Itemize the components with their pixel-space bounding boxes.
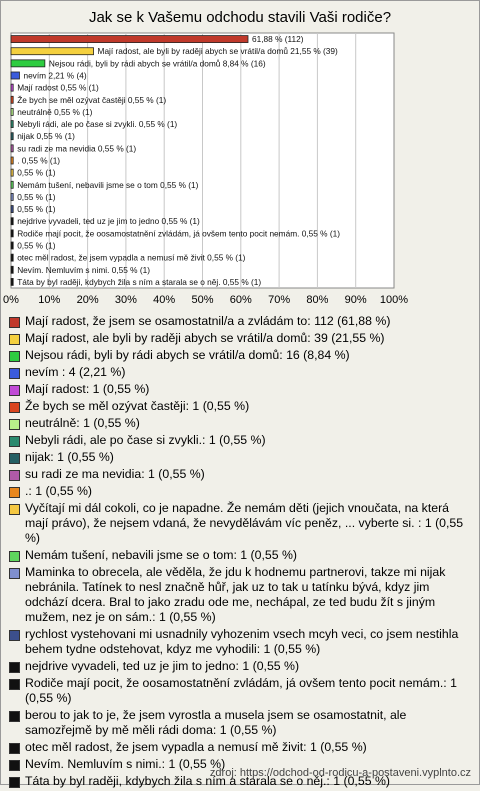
chart-title: Jak se k Vašemu odchodu stavili Vaši rodiče? (88, 9, 392, 26)
bar-label: 0,55 % (1) (17, 191, 56, 202)
bar (11, 60, 45, 67)
legend-label: berou to jak to je, že jsem vyrostla a musela jsem se osamostatnit, ale samozřejmě by mě měli rádi doma: 1 (0,55 %) (25, 708, 407, 737)
legend-swatch (9, 662, 20, 673)
legend-label: Nejsou rádi, byli by rádi abych se vrátil/a domů: 16 (8,84 %) (25, 348, 350, 362)
bar-label: 0,55 % (1) (17, 204, 56, 215)
bar-label: Mají radost, ale byli by raději abych se vrátil/a domů 21,55 % (39) (97, 46, 338, 57)
x-tick-label: 100% (379, 294, 409, 306)
legend-label: Vyčítají mi dál cokoli, co je napadne. Že nemám děti (jejich vnoučata, na která mají právo), že nejsem vdaná, že nevydělávám víc peněz, ... vyberte si. : 1 (0,55 %) (25, 501, 464, 545)
bar-label: . 0,55 % (1) (17, 155, 61, 166)
legend-label: rychlost vystehovani mi usnadnily vyhozenim vsech mcyh veci, co jsem nestihla behem tydne odstehovat, kdyz me vyhodili: 1 (0,55 %) (25, 627, 459, 656)
bar-label: Nevím. Nemluvím s nimi. 0,55 % (1) (17, 264, 150, 275)
x-tick-label: 10% (38, 294, 61, 306)
legend-label: otec měl radost, že jsem vypadla a nemusí mě živit: 1 (0,55 %) (25, 740, 367, 754)
legend-swatch (9, 351, 20, 362)
bar (11, 193, 13, 200)
x-tick-label: 20% (76, 294, 99, 306)
legend-label: su radi ze ma nevidia: 1 (0,55 %) (25, 467, 205, 481)
bar-label: 0,55 % (1) (17, 240, 56, 251)
bar (11, 84, 13, 91)
bar (11, 133, 13, 140)
legend-label: Nemám tušení, nebavili jsme se o tom: 1 (0,55 %) (25, 548, 298, 562)
bar (11, 96, 13, 103)
legend-label: Rodiče mají pocit, že oosamostatnění zvládám, já ovšem tento pocit nemám.: 1 (0,55 %) (25, 676, 457, 705)
legend-item (9, 433, 471, 448)
bar (11, 218, 13, 225)
x-tick-label: 70% (268, 294, 291, 306)
legend-item (9, 467, 471, 482)
bar-label: Že bych se měl ozývat častěji 0,55 % (1) (17, 94, 167, 105)
legend-item (9, 676, 471, 706)
x-tick-label: 60% (229, 294, 252, 306)
bar-label: Rodiče mají pocit, že oosamostatnění zvládám, já ovšem tento pocit nemám. 0,55 % (1) (17, 228, 341, 239)
x-tick-label: 40% (153, 294, 176, 306)
legend-label: nevím : 4 (2,21 %) (25, 365, 126, 379)
legend-swatch (9, 679, 20, 690)
legend-item (9, 450, 471, 465)
x-tick-label: 30% (114, 294, 137, 306)
legend-swatch (9, 368, 20, 379)
bar (11, 242, 13, 249)
legend-item (9, 740, 471, 755)
legend-item (9, 382, 471, 397)
legend-item (9, 659, 471, 674)
legend-swatch (9, 487, 20, 498)
bar-label: Nebyli rádi, ale po čase si zvykli. 0,55 % (1) (17, 119, 178, 130)
bar-label: neutrálně 0,55 % (1) (17, 106, 93, 117)
legend-label: neutrálně: 1 (0,55 %) (25, 416, 140, 430)
legend-label: Nebyli rádi, ale po čase si zvykli.: 1 (0,55 %) (25, 433, 266, 447)
legend-item (9, 348, 471, 363)
bar-label: nejdrive vyvadeli, ted uz je jim to jedno 0,55 % (1) (17, 216, 200, 227)
bar (11, 72, 19, 79)
bar (11, 36, 248, 43)
bar-plot (0, 0, 480, 310)
legend-swatch (9, 334, 20, 345)
legend-swatch (9, 568, 20, 579)
bar (11, 278, 13, 285)
bar-label: 0,55 % (1) (17, 167, 56, 178)
legend-swatch (9, 551, 20, 562)
bar (11, 206, 13, 213)
bar-label: Táta by byl raději, kdybych žila s ním a starala se o něj. 0,55 % (1) (17, 276, 262, 287)
bar (11, 169, 13, 176)
legend-swatch (9, 419, 20, 430)
legend-swatch (9, 630, 20, 641)
legend-label: Mají radost: 1 (0,55 %) (25, 382, 150, 396)
bar (11, 121, 13, 128)
legend-item (9, 501, 471, 546)
legend-swatch (9, 402, 20, 413)
x-tick-label: 90% (344, 294, 367, 306)
bar-label: Nejsou rádi, byli by rádi abych se vrátil/a domů 8,84 % (16) (48, 58, 266, 69)
bar (11, 108, 13, 115)
legend-swatch (9, 317, 20, 328)
legend-label: Maminka to obrecela, ale věděla, že jdu k hodnemu partnerovi, takze mi nijak nebránila. Tatínek to nesl značně hůř, jak uz to tak u tatínku bývá, kdyz jim odchází dcera. Bral to jako zradu ode me, nechápal, ze ted budu žít s jiným mužem, nez je on sám.: 1 (0,55 %) (25, 565, 446, 624)
bar (11, 230, 13, 237)
legend-label: Že bych se měl ozývat častěji: 1 (0,55 %) (25, 399, 250, 413)
legend-label: Nevím. Nemluvím s nimi.: 1 (0,55 %) (25, 757, 226, 771)
legend-swatch (9, 436, 20, 447)
legend-swatch (9, 777, 20, 788)
legend-swatch (9, 760, 20, 771)
legend-item (9, 484, 471, 499)
legend-swatch (9, 711, 20, 722)
bar (11, 48, 94, 55)
bar-label: Mají radost 0,55 % (1) (17, 82, 99, 93)
legend-label: nejdrive vyvadeli, ted uz je jim to jedno: 1 (0,55 %) (25, 659, 300, 673)
legend-item (9, 365, 471, 380)
x-tick-label: 80% (306, 294, 329, 306)
bar (11, 181, 13, 188)
legend-label: .: 1 (0,55 %) (25, 484, 92, 498)
bar-label: 61,88 % (112) (252, 34, 304, 45)
legend (9, 314, 471, 791)
bar-label: nevím 2,21 % (4) (23, 70, 87, 81)
source-note: zdroj: https://odchod-od-rodicu-a-postaveni.vyplnto.cz (209, 767, 471, 779)
legend-label: Mají radost, že jsem se osamostatnil/a a zvládám to: 112 (61,88 %) (25, 314, 391, 328)
bar-label: Nemám tušení, nebavili jsme se o tom 0,55 % (1) (17, 179, 199, 190)
legend-swatch (9, 504, 20, 515)
x-tick-label: 0% (3, 294, 19, 306)
bar-label: nijak 0,55 % (1) (17, 131, 75, 142)
legend-item (9, 708, 471, 738)
legend-item (9, 399, 471, 414)
bar-label: otec měl radost, že jsem vypadla a nemusí mě živit 0,55 % (1) (17, 252, 246, 263)
bar (11, 157, 13, 164)
legend-item (9, 314, 471, 329)
bar (11, 145, 13, 152)
legend-label: Táta by byl raději, kdybych žila s ním a starala se o něj.: 1 (0,55 %) (25, 774, 390, 788)
legend-swatch (9, 470, 20, 481)
legend-label: nijak: 1 (0,55 %) (25, 450, 114, 464)
legend-swatch (9, 453, 20, 464)
bar-label: su radi ze ma nevidia 0,55 % (1) (17, 143, 137, 154)
x-tick-label: 50% (191, 294, 214, 306)
legend-item (9, 565, 471, 625)
legend-item (9, 331, 471, 346)
bar (11, 266, 13, 273)
legend-item (9, 416, 471, 431)
legend-label: Mají radost, ale byli by raději abych se vrátil/a domů: 39 (21,55 %) (25, 331, 385, 345)
legend-item (9, 627, 471, 657)
legend-swatch (9, 385, 20, 396)
bar (11, 254, 13, 261)
legend-swatch (9, 743, 20, 754)
legend-item (9, 548, 471, 563)
